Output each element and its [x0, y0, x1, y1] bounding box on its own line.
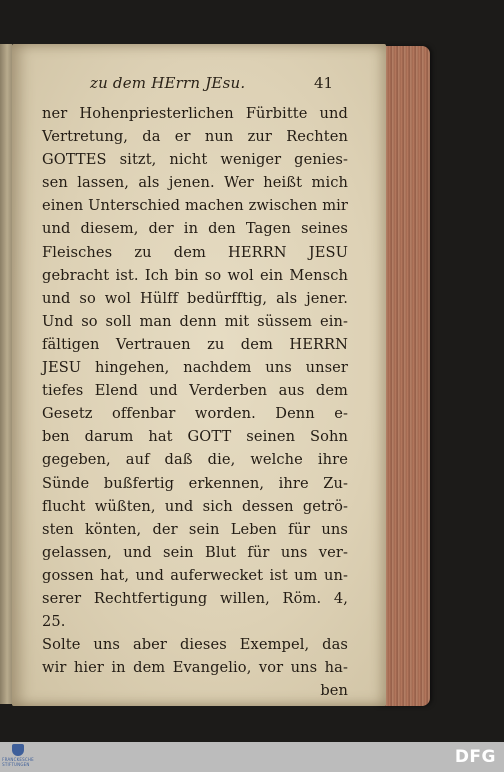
library-logo — [4, 744, 32, 770]
text-line: Und so soll man denn mit süssem ein- — [42, 312, 348, 330]
text-line: und diesem, der in den Tagen seines — [42, 220, 348, 238]
text-line: ben darum hat GOTT seinen Sohn — [42, 428, 348, 446]
text-line: GOTTES sitzt, nicht weniger genies- — [42, 151, 348, 169]
text-line: gossen hat, und auferwecket ist um un- — [42, 566, 348, 584]
page-header — [12, 74, 386, 100]
text-line: gegeben, auf daß die, welche ihre — [42, 451, 348, 469]
crest-icon — [12, 744, 24, 756]
text-line: tiefes Elend und Verderben aus dem — [42, 382, 348, 400]
text-line: 25. — [42, 613, 66, 631]
library-label: FRANCKESCHE STIFTUNGEN — [2, 757, 34, 767]
viewer-footer — [0, 742, 504, 772]
book-page — [12, 44, 386, 706]
text-line: Fleisches zu dem HERRN JESU — [42, 243, 348, 261]
text-line: gebracht ist. Ich bin so wol ein Mensch — [42, 266, 348, 284]
text-line: sen lassen, als jenen. Wer heißt mich — [42, 174, 348, 192]
text-line: Solte uns aber dieses Exempel, das — [42, 636, 348, 654]
text-line: fältigen Vertrauen zu dem HERRN — [42, 335, 348, 353]
text-line: serer Rechtfertigung willen, Röm. 4, — [42, 589, 348, 607]
text-line: gelassen, und sein Blut für uns ver- — [42, 543, 348, 561]
body-text — [42, 102, 348, 702]
text-line: wir hier in dem Evangelio, vor uns ha- — [42, 659, 348, 677]
text-line: ner Hohenpriesterlichen Fürbitte und — [42, 105, 348, 122]
text-line: Sünde bußfertig erkennen, ihre Zu- — [42, 474, 348, 492]
text-line: Vertretung, da er nun zur Rechten — [42, 128, 348, 146]
dfg-logo: DFG — [454, 747, 496, 767]
text-line: Gesetz offenbar worden. Denn e- — [42, 405, 348, 423]
text-line: flucht wüßten, und sich dessen getrö- — [42, 497, 348, 515]
text-line: einen Unterschied machen zwischen mir — [42, 197, 348, 215]
page-number: 41 — [314, 74, 334, 92]
text-line: sten könten, der sein Leben für uns — [42, 520, 348, 538]
catchword: ben — [320, 682, 348, 700]
running-head: zu dem HErrn JEsu. — [90, 74, 246, 92]
left-page-edge — [0, 44, 12, 704]
text-line: JESU hingehen, nachdem uns unser — [42, 359, 348, 377]
text-line: und so wol Hülff bedürfftig, als jener. — [42, 289, 348, 307]
